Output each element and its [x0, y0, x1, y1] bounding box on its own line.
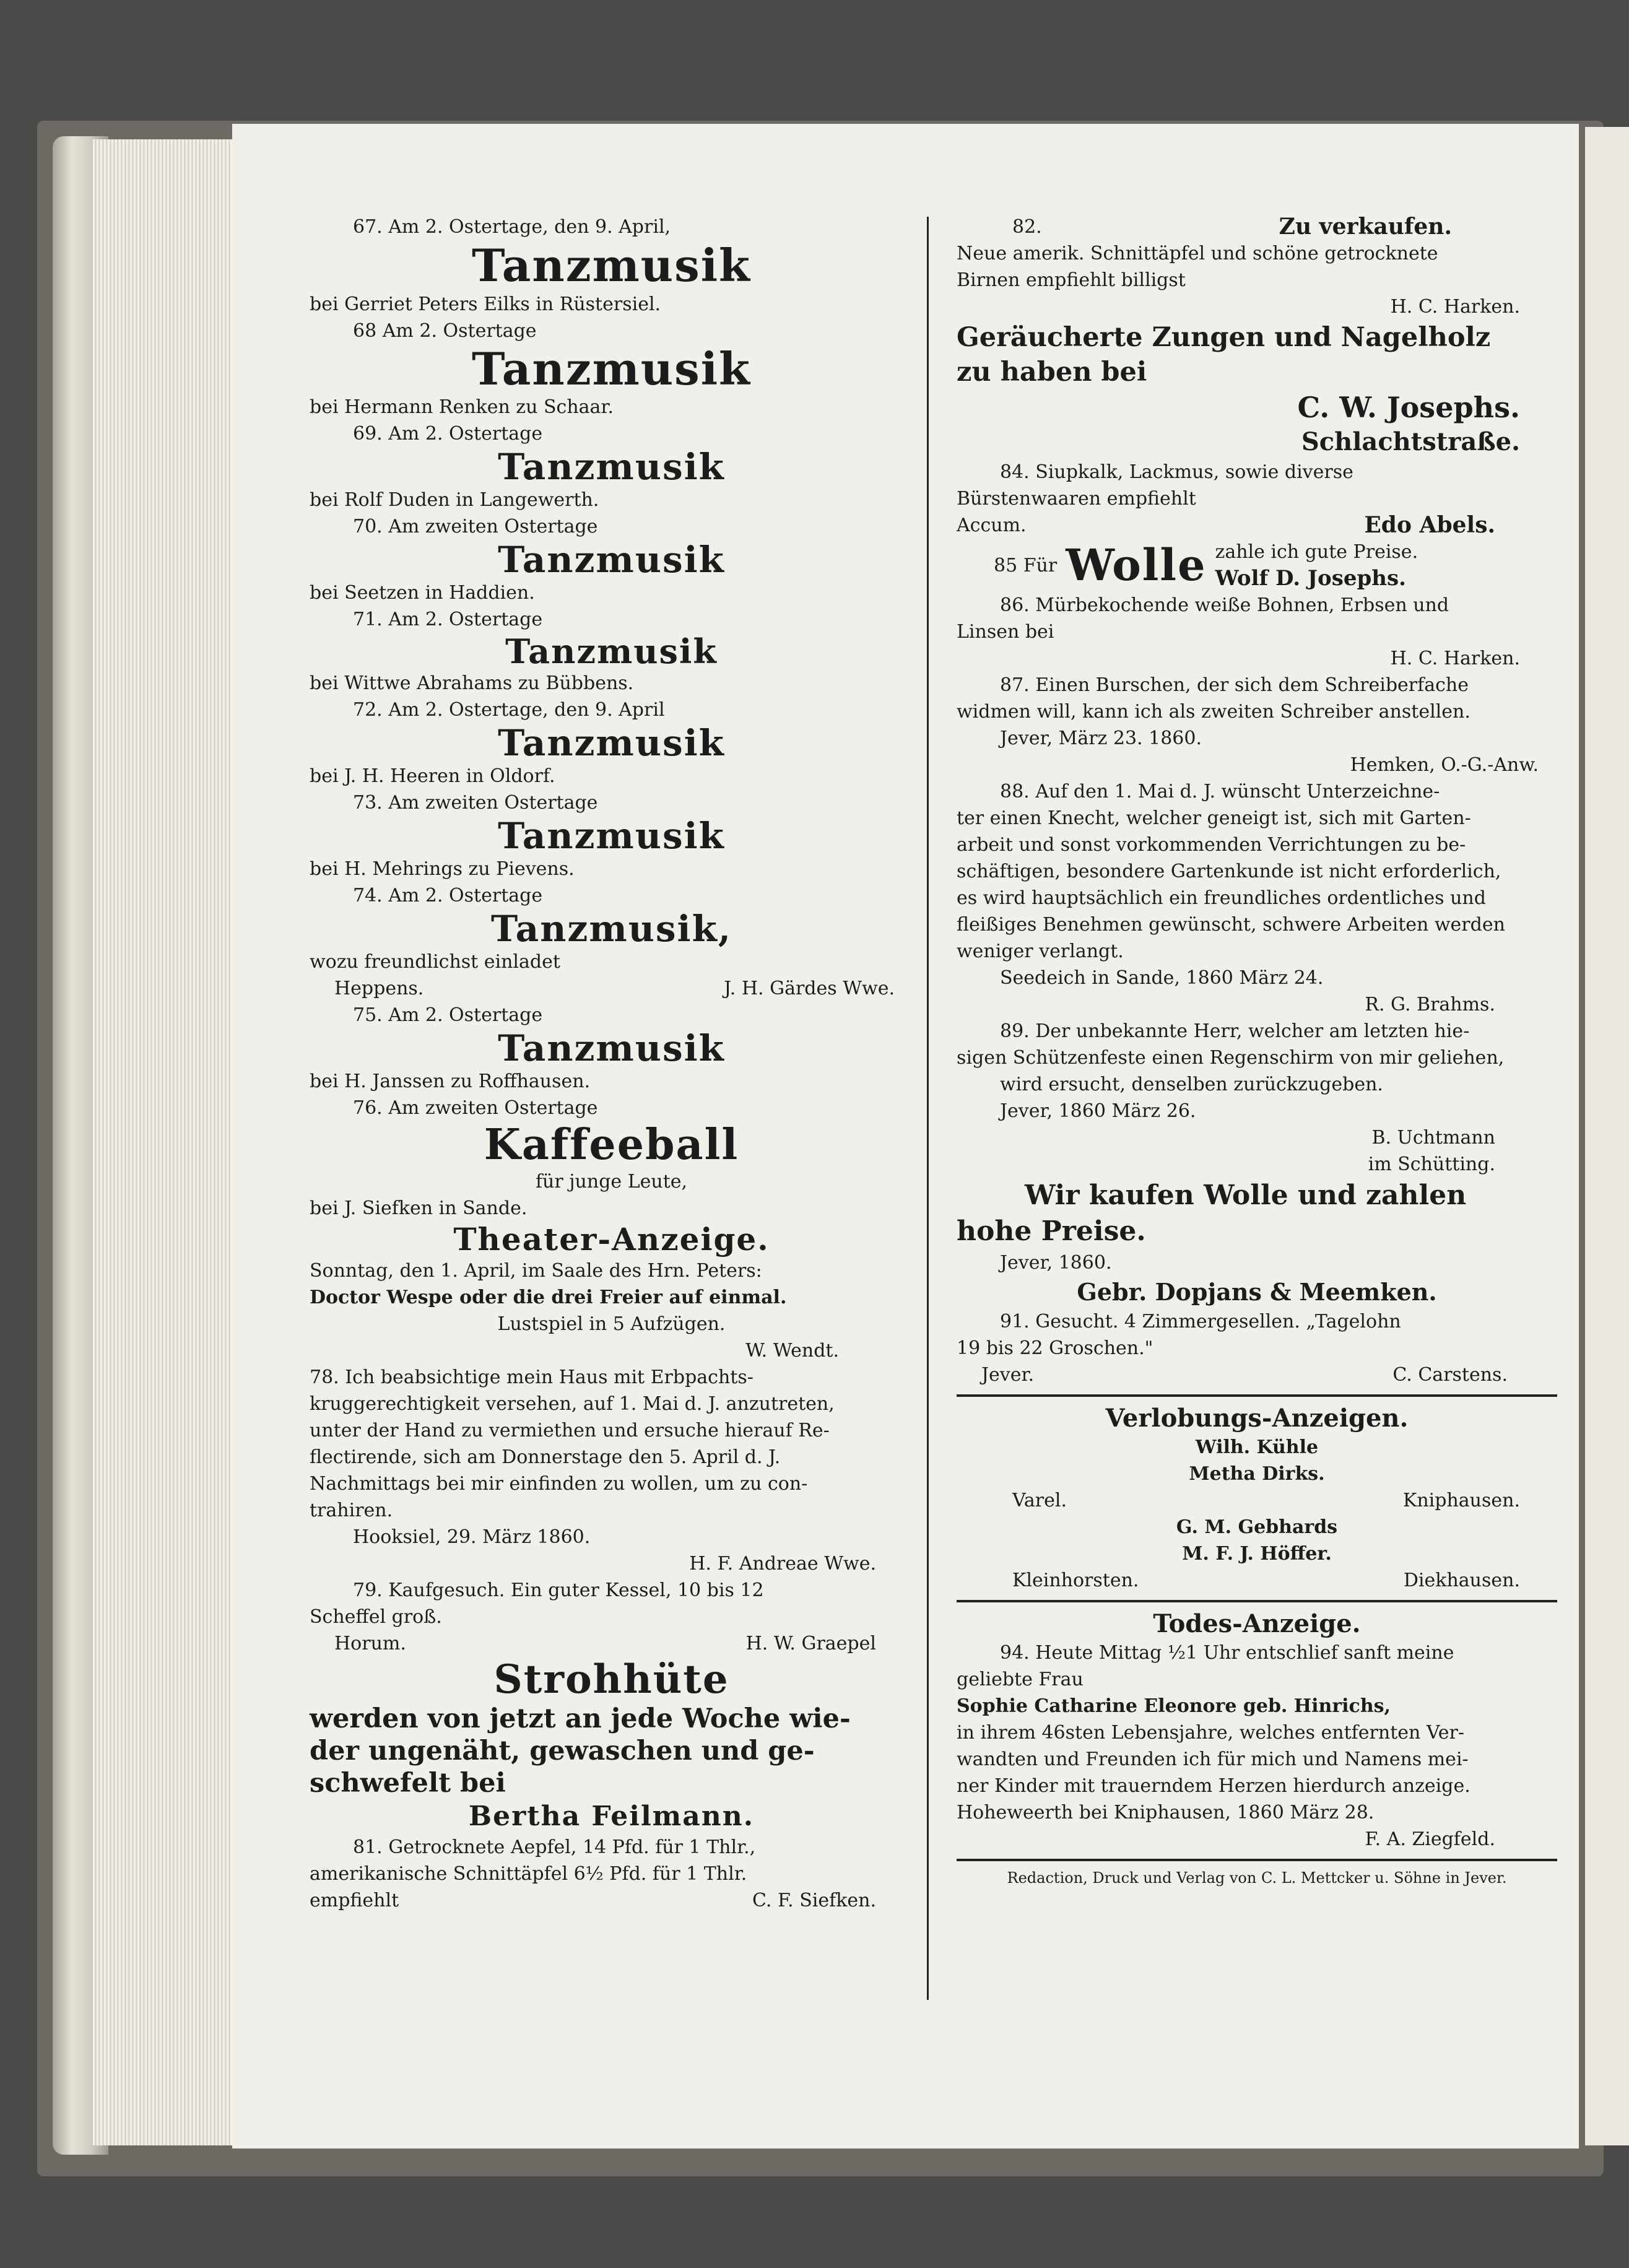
ad-place: Seedeich in Sande, 1860 März 24. [1000, 967, 1324, 989]
ad-line: Scheffel groß. [310, 1606, 442, 1628]
ad-signature: H. W. Graepel [745, 1633, 876, 1654]
ad-number: 82. [1012, 216, 1042, 238]
ad-line: empfiehlt [310, 1890, 399, 1911]
ad-signature: H. C. Harken. [1390, 648, 1520, 669]
ad-line: bei Rolf Duden in Langewerth. [310, 489, 599, 511]
section-title: Todes-Anzeige. [1153, 1609, 1361, 1638]
ad-line: 87. Einen Burschen, der sich dem Schreiberfache [1000, 674, 1469, 696]
ad-line: geliebte Frau [957, 1669, 1084, 1690]
ad-line: unter der Hand zu vermiethen und ersuche hierauf Re- [310, 1420, 830, 1441]
ad-line: 86. Mürbekochende weiße Bohnen, Erbsen und [1000, 594, 1449, 616]
ad-headline: Kaffeeball [484, 1120, 739, 1170]
ad-line: wird ersucht, denselben zurückzugeben. [1000, 1074, 1383, 1095]
ad-signature: B. Uchtmann [1371, 1127, 1495, 1149]
ad-line: 70. Am zweiten Ostertage [353, 516, 598, 537]
ad-line: wandten und Freunden ich für mich und Namens mei- [957, 1749, 1469, 1770]
ad-line: 69. Am 2. Ostertage [353, 423, 543, 445]
ad-line: Wir kaufen Wolle und zahlen [1025, 1180, 1467, 1211]
ad-line: 73. Am zweiten Ostertage [353, 792, 598, 814]
ad-86 [957, 592, 1557, 672]
ad-82 [957, 214, 1557, 320]
ad-line: bei Seetzen in Haddien. [310, 582, 535, 604]
ad-place: Jever, 1860. [1000, 1252, 1112, 1274]
ad-line: schäftigen, besondere Gartenkunde ist nicht erforderlich, [957, 861, 1501, 882]
ad-line: in ihrem 46sten Lebensjahre, welches entfernten Ver- [957, 1722, 1465, 1744]
death-notice [957, 1609, 1557, 1853]
ad-line: 89. Der unbekannte Herr, welcher am letzten hie- [1000, 1020, 1470, 1042]
ad-81 [310, 1834, 913, 1914]
ad-line: 75. Am 2. Ostertage [353, 1004, 543, 1026]
engaged-name: M. F. J. Höffer. [1182, 1543, 1332, 1565]
imprint-footer: Redaction, Druck und Verlag von C. L. Mettcker u. Söhne in Jever. [1007, 1869, 1507, 1887]
ad-signature: F. A. Ziegfeld. [1365, 1828, 1495, 1850]
ad-line: ter einen Knecht, welcher geneigt ist, sich mit Garten- [957, 807, 1471, 829]
ad-75 [310, 1002, 913, 1095]
ad-headline: Tanzmusik [498, 1027, 725, 1069]
ad-line: 81. Getrocknete Aepfel, 14 Pfd. für 1 Thlr., [353, 1836, 756, 1858]
ad-line: 76. Am zweiten Ostertage [353, 1097, 598, 1119]
ad-line: weniger verlangt. [957, 941, 1124, 962]
ad-88 [957, 778, 1557, 1018]
ad-line: Doctor Wespe oder die drei Freier auf einmal. [310, 1287, 787, 1308]
ad-line: der ungenäht, gewaschen und ge- [310, 1736, 815, 1766]
ad-signature: Hemken, O.-G.-Anw. [1350, 754, 1539, 776]
facing-page-edge [1585, 127, 1629, 2145]
ad-headline: Zu verkaufen. [1279, 214, 1452, 240]
ad-79 [310, 1577, 913, 1657]
section-rule [957, 1859, 1557, 1861]
ad-line: Birnen empfiehlt billigst [957, 269, 1186, 291]
section-title: Verlobungs-Anzeigen. [1105, 1404, 1409, 1433]
ad-line: 85 Für [994, 554, 1058, 576]
ad-line: 67. Am 2. Ostertage, den 9. April, [353, 216, 671, 238]
column-divider [927, 217, 929, 2000]
ad-line: kruggerechtigkeit versehen, auf 1. Mai d. J. anzutreten, [310, 1393, 835, 1415]
ad-line: 84. Siupkalk, Lackmus, sowie diverse [1000, 461, 1353, 483]
ad-line: Neue amerik. Schnittäpfel und schöne getrocknete [957, 243, 1438, 264]
engagement-notices [957, 1403, 1557, 1594]
ad-place: Hoheweerth bei Kniphausen, 1860 März 28. [957, 1802, 1375, 1823]
ad-place: Kniphausen. [1402, 1490, 1520, 1511]
ad-line: Geräucherte Zungen und Nagelholz [957, 322, 1491, 353]
ad-72 [310, 697, 913, 789]
ad-signature: Gebr. Dopjans & Meemken. [1077, 1278, 1437, 1306]
ad-place: Kleinhorsten. [1012, 1570, 1139, 1591]
ad-line: für junge Leute, [535, 1171, 688, 1193]
engaged-name: G. M. Gebhards [1176, 1516, 1338, 1538]
ad-line: 19 bis 22 Groschen." [957, 1337, 1153, 1359]
ad-line: bei Gerriet Peters Eilks in Rüstersiel. [310, 293, 661, 315]
ad-headline: Tanzmusik [472, 239, 751, 292]
ad-line: 74. Am 2. Ostertage [353, 885, 543, 906]
engaged-name: Metha Dirks. [1189, 1463, 1325, 1485]
ad-line: 88. Auf den 1. Mai d. J. wünscht Unterzeichne- [1000, 781, 1440, 802]
ad-line: bei J. Siefken in Sande. [310, 1197, 528, 1219]
ad-signature: C. Carstens. [1392, 1364, 1508, 1386]
ad-line: wozu freundlichst einladet [310, 951, 560, 973]
ad-line: widmen will, kann ich als zweiten Schreiber anstellen. [957, 701, 1470, 723]
ad-line: zahle ich gute Preise. [1215, 541, 1418, 563]
ad-line: Nachmittags bei mir einfinden zu wollen, um zu con- [310, 1473, 808, 1495]
ad-place: Jever, 1860 März 26. [1000, 1100, 1196, 1122]
ad-line: arbeit und sonst vorkommenden Verrichtungen zu be- [957, 834, 1466, 856]
ad-line: schwefelt bei [310, 1768, 506, 1799]
section-rule [957, 1600, 1557, 1602]
ad-headline: Tanzmusik [505, 632, 718, 671]
ad-headline: Tanzmusik [472, 342, 751, 395]
ad-line: 91. Gesucht. 4 Zimmergesellen. „Tagelohn [1000, 1311, 1401, 1332]
ad-place: Heppens. [334, 978, 424, 999]
left-column [310, 214, 913, 1914]
section-rule [957, 1394, 1557, 1397]
ad-headline: Strohhüte [493, 1656, 729, 1703]
page-edges [93, 139, 235, 2145]
theater-title: Theater-Anzeige. [453, 1221, 770, 1258]
ad-line: amerikanische Schnittäpfel 6½ Pfd. für 1 Thlr. [310, 1863, 747, 1885]
right-column [957, 214, 1557, 1888]
ad-85 [957, 539, 1557, 592]
ad-line: es wird hauptsächlich ein freundliches ordentliches und [957, 887, 1486, 909]
ad-89 [957, 1018, 1557, 1178]
ad-76 [310, 1095, 913, 1222]
ad-place: Jever, März 23. 1860. [1000, 728, 1202, 749]
ad-headline: Tanzmusik [498, 722, 725, 764]
ad-90 [957, 1178, 1557, 1308]
ad-84 [957, 459, 1557, 539]
ad-83 [957, 320, 1557, 459]
ad-line: bei Wittwe Abrahams zu Bübbens. [310, 672, 634, 694]
ad-91 [957, 1308, 1557, 1388]
ad-headline: Tanzmusik [498, 815, 725, 857]
ad-line: bei J. H. Heeren in Oldorf. [310, 765, 555, 787]
ad-line: 94. Heute Mittag ½1 Uhr entschlief sanft meine [1000, 1642, 1454, 1664]
ad-line: Lustspiel in 5 Aufzügen. [497, 1313, 726, 1335]
ad-78 [310, 1364, 913, 1577]
ad-line: sigen Schützenfeste einen Regenschirm von mir geliehen, [957, 1047, 1505, 1069]
ad-line: Sonntag, den 1. April, im Saale des Hrn. Peters: [310, 1260, 762, 1282]
strohhuete-ad [310, 1657, 913, 1834]
ad-signature: im Schütting. [1368, 1154, 1495, 1175]
ad-signature: Edo Abels. [1364, 512, 1495, 538]
ad-69 [310, 420, 913, 513]
ad-74 [310, 882, 913, 1002]
ad-line: Sophie Catharine Eleonore geb. Hinrichs, [957, 1695, 1391, 1717]
ad-headline: Wolle [1066, 539, 1207, 591]
ad-headline: Tanzmusik [498, 539, 725, 581]
ad-line: Schlachtstraße. [1301, 427, 1520, 456]
ad-headline: Tanzmusik [498, 446, 725, 488]
ad-signature: Bertha Feilmann. [468, 1801, 755, 1832]
ad-line: bei H. Janssen zu Roffhausen. [310, 1071, 591, 1092]
ad-signature: H. C. Harken. [1390, 296, 1520, 318]
ad-67 [310, 214, 913, 318]
ad-signature: H. F. Andreae Wwe. [689, 1553, 876, 1575]
ad-line: ner Kinder mit trauerndem Herzen hierdurch anzeige. [957, 1775, 1470, 1797]
engaged-name: Wilh. Kühle [1195, 1436, 1319, 1458]
ad-line: 72. Am 2. Ostertage, den 9. April [353, 699, 665, 721]
ad-place: Jever. [981, 1364, 1035, 1386]
ad-line: trahiren. [310, 1500, 393, 1521]
ad-signature: W. Wendt. [745, 1340, 839, 1362]
ad-place: Hooksiel, 29. März 1860. [353, 1526, 591, 1548]
ad-signature: C. W. Josephs. [1297, 391, 1520, 424]
ad-line: 78. Ich beabsichtige mein Haus mit Erbpachts- [310, 1366, 754, 1388]
ad-place: Diekhausen. [1403, 1570, 1520, 1591]
ad-line: bei Hermann Renken zu Schaar. [310, 396, 614, 418]
ad-signature: J. H. Gärdes Wwe. [724, 978, 895, 999]
ad-line: hohe Preise. [957, 1215, 1146, 1247]
ad-line: Bürstenwaaren empfiehlt [957, 488, 1196, 510]
ad-68 [310, 318, 913, 420]
ad-signature: C. F. Siefken. [752, 1890, 876, 1911]
ad-line: 68 Am 2. Ostertage [353, 320, 537, 342]
ad-headline: Tanzmusik, [491, 908, 732, 950]
ad-70 [310, 513, 913, 606]
ad-place: Varel. [1012, 1490, 1067, 1511]
ad-place: Accum. [957, 515, 1027, 536]
ad-line: fleißiges Benehmen gewünscht, schwere Arbeiten werden [957, 914, 1505, 936]
ad-87 [957, 672, 1557, 778]
ad-line: werden von jetzt an jede Woche wie- [310, 1703, 851, 1734]
ad-line: 71. Am 2. Ostertage [353, 609, 543, 630]
ad-signature: Wolf D. Josephs. [1215, 566, 1406, 591]
ad-line: bei H. Mehrings zu Pievens. [310, 858, 575, 880]
ad-signature: R. G. Brahms. [1365, 994, 1495, 1015]
theater-notice [310, 1222, 913, 1364]
ad-line: zu haben bei [957, 357, 1147, 388]
ad-line: 79. Kaufgesuch. Ein guter Kessel, 10 bis 12 [353, 1579, 764, 1601]
ad-place: Horum. [334, 1633, 406, 1654]
ad-71 [310, 606, 913, 697]
ad-line: flectirende, sich am Donnerstage den 5. April d. J. [310, 1446, 781, 1468]
ad-73 [310, 789, 913, 882]
ad-line: Linsen bei [957, 621, 1054, 643]
